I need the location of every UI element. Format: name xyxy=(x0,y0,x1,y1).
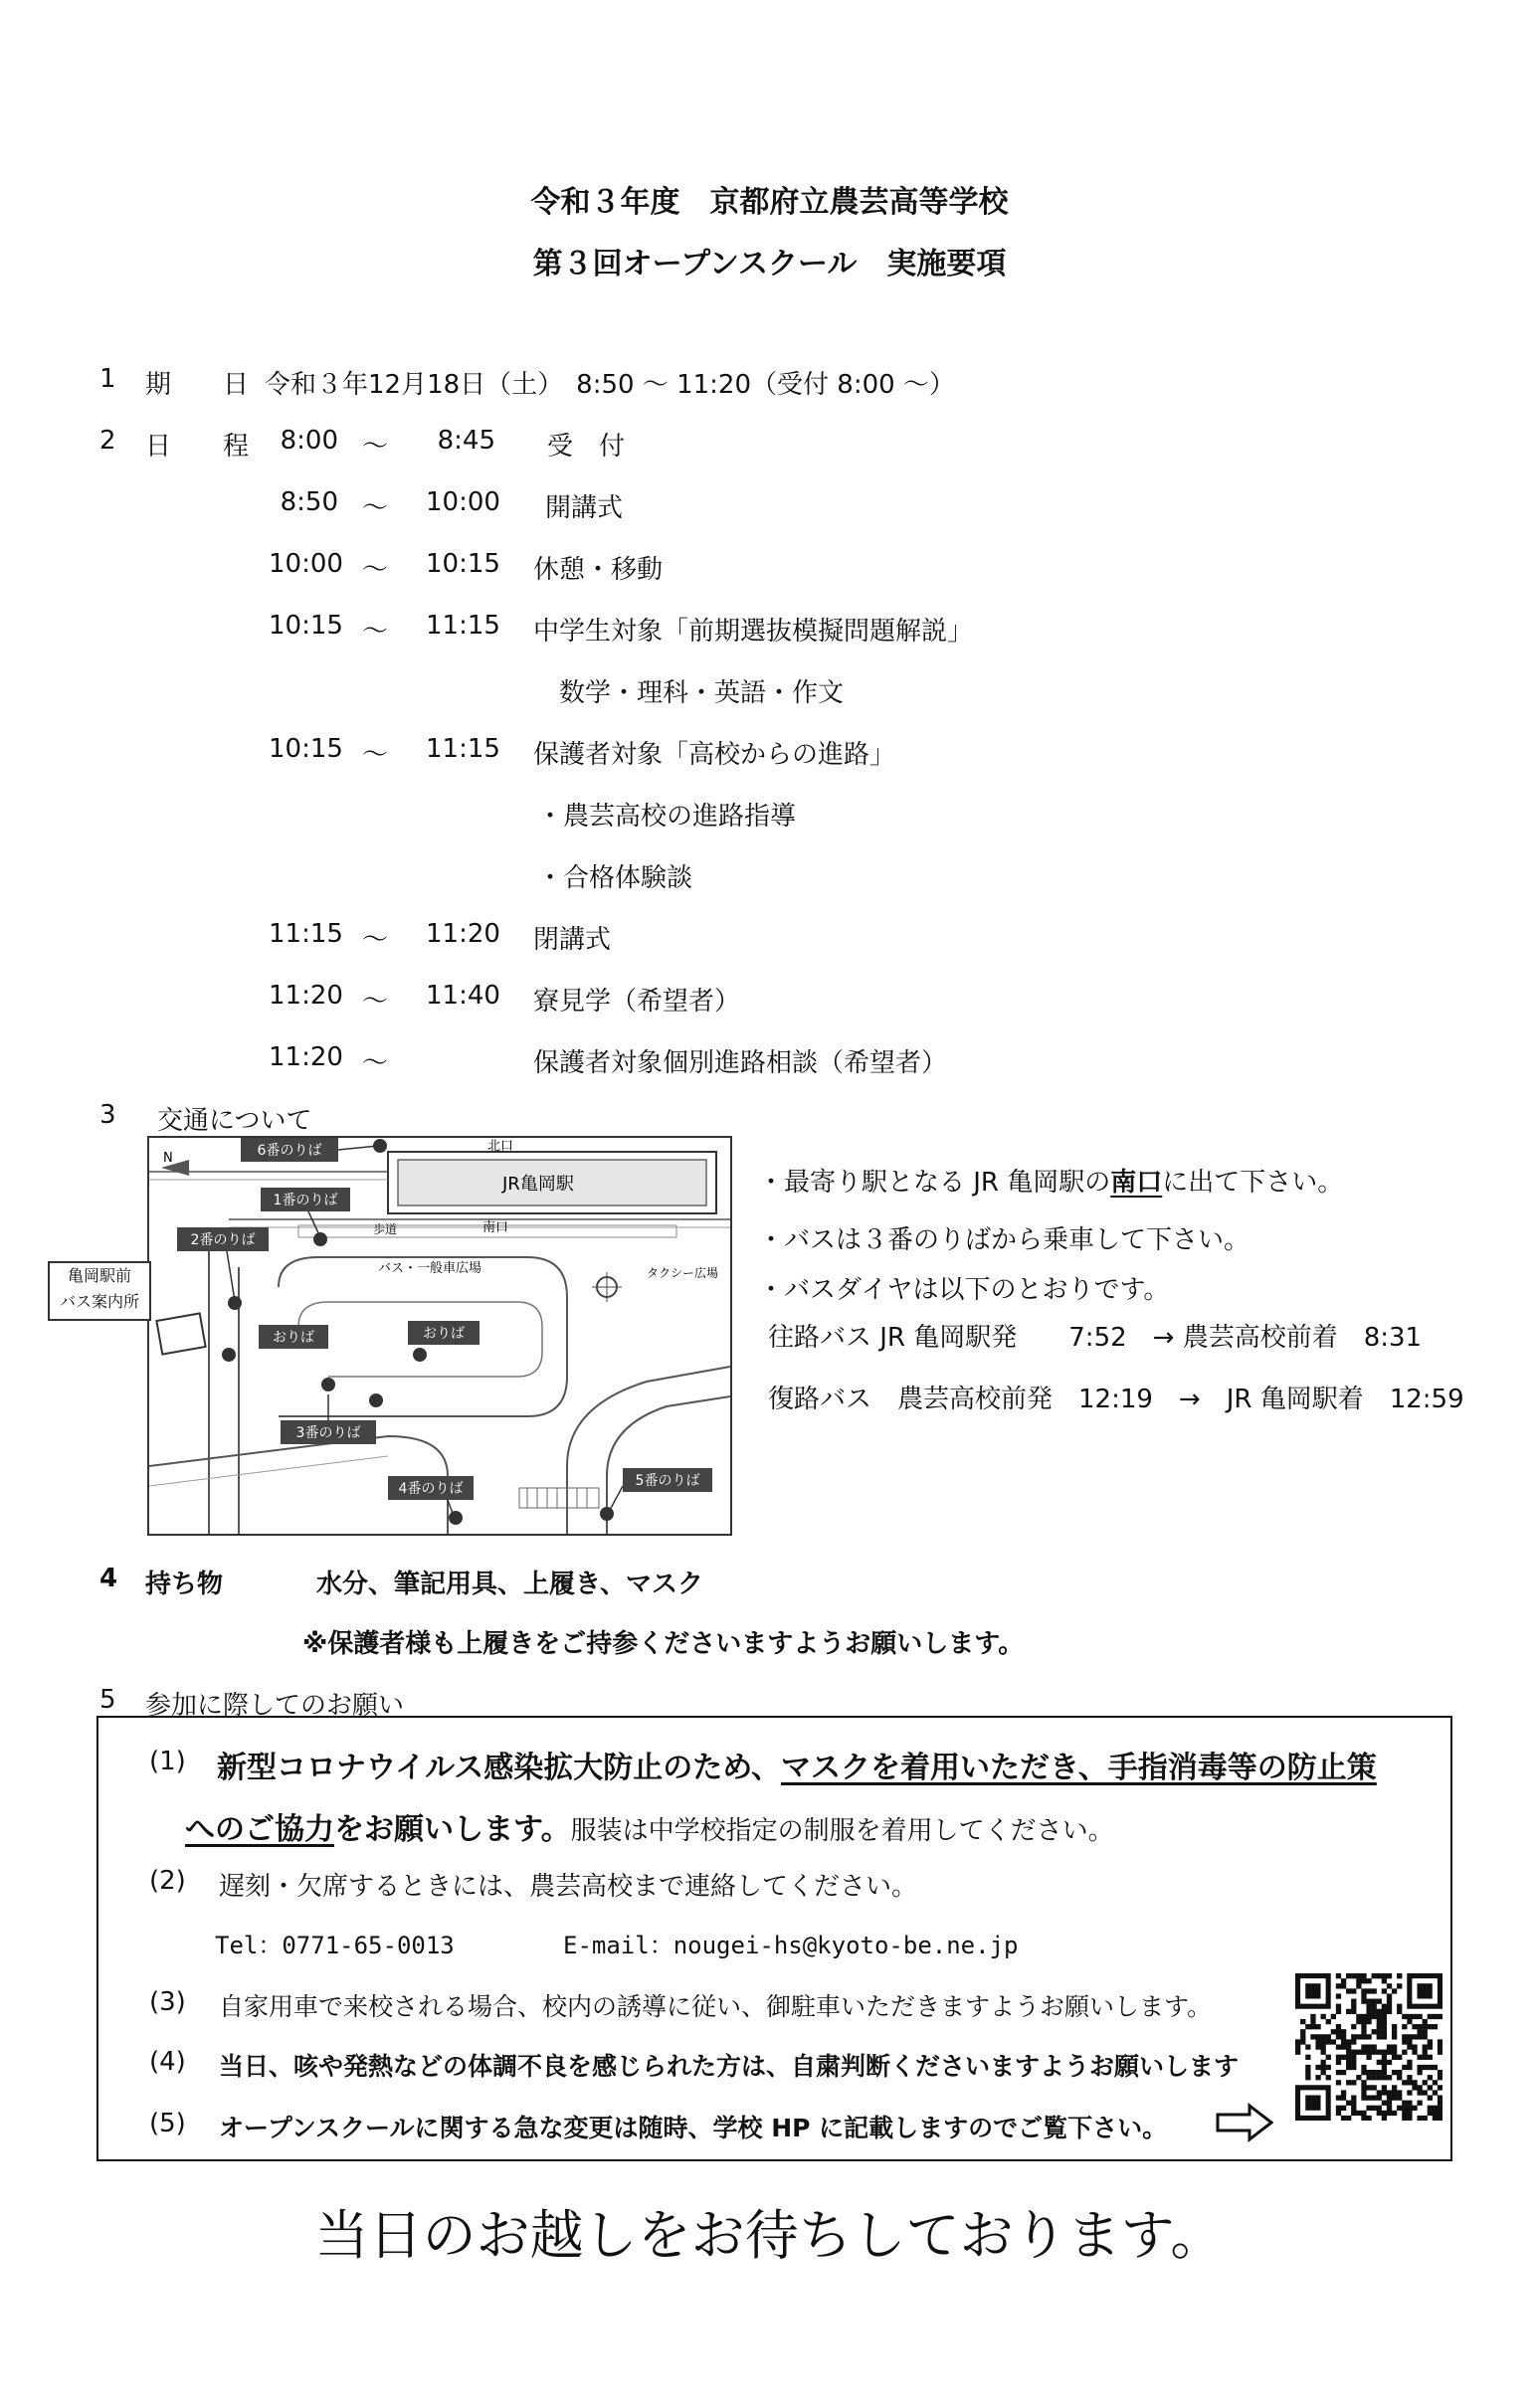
section-4-number: 4 xyxy=(99,1564,118,1593)
schedule-separator: ～ xyxy=(362,1048,389,1078)
stop-4 xyxy=(388,1476,474,1525)
section-1-number: 1 xyxy=(99,364,116,394)
south-exit-emphasis: 南口 xyxy=(1110,1168,1163,1198)
schedule-end: 8:45 xyxy=(437,426,495,456)
svg-text:6番のりば: 6番のりば xyxy=(257,1143,322,1159)
sidewalk-label: 歩道 xyxy=(373,1222,398,1236)
request-3-text: 自家用車で来校される場合、校内の誘導に従い、御駐車いただきますようお願いします。 xyxy=(219,1992,1213,2021)
section-2-label: 日 程 xyxy=(145,432,250,462)
station-map-svg xyxy=(149,1138,730,1534)
schedule-item: 受 付 xyxy=(547,432,626,462)
bus-plaza-label: バス・一般車広場 xyxy=(378,1261,482,1276)
section-3-number: 3 xyxy=(99,1100,116,1130)
event-date: 令和３年12月18日（土） 8:50 ～ 11:20（受付 8:00 ～） xyxy=(265,370,955,400)
bus-return: 復路バス 農芸高校前発 12:19 → JR 亀岡駅着 12:59 xyxy=(768,1385,1464,1414)
schedule-item: 休憩・移動 xyxy=(533,555,664,585)
noriba-b xyxy=(369,1321,480,1407)
schedule-separator: ～ xyxy=(362,555,389,585)
svg-text:5番のりば: 5番のりば xyxy=(635,1473,700,1489)
schedule-item: 数学・理科・英語・作文 xyxy=(559,678,845,708)
schedule-end: 10:15 xyxy=(426,549,500,579)
request-2-number: (2) xyxy=(149,1866,186,1896)
schedule-start: 8:50 xyxy=(280,487,338,517)
schedule-item: 開講式 xyxy=(545,493,624,523)
section-5-label: 参加に際してのお願い xyxy=(145,1691,405,1721)
request-4-text: 当日、咳や発熱などの体調不良を感じられた方は、自粛判断くださいますようお願いします xyxy=(219,2052,1240,2081)
schedule-start: 11:15 xyxy=(269,919,343,949)
south-exit-label: 南口 xyxy=(482,1220,509,1235)
bus-info-office-label: 亀岡駅前 バス案内所 xyxy=(48,1261,151,1321)
svg-text:1番のりば: 1番のりば xyxy=(273,1193,338,1208)
north-label: N xyxy=(163,1151,173,1166)
request-3-number: (3) xyxy=(149,1987,186,2017)
school-email: E-mail：nougei-hs@kyoto-be.ne.jp xyxy=(563,1932,1019,1959)
schedule-separator: ～ xyxy=(362,740,389,770)
svg-text:おりば: おりば xyxy=(423,1326,465,1342)
school-tel: Tel：0771-65-0013 xyxy=(215,1932,455,1959)
qr-code[interactable] xyxy=(1295,1973,1443,2121)
station-label: JR亀岡駅 xyxy=(502,1174,574,1195)
section-5-number: 5 xyxy=(99,1685,116,1715)
access-line-1: ・最寄り駅となる JR 亀岡駅の南口に出て下さい。 xyxy=(758,1168,1344,1198)
schedule-item: ・農芸高校の進路指導 xyxy=(537,802,797,832)
schedule-end: 10:00 xyxy=(426,487,500,517)
title-line-1: 令和３年度 京都府立農芸高等学校 xyxy=(530,185,1009,220)
request-4-number: (4) xyxy=(149,2047,186,2077)
stop-5 xyxy=(600,1468,712,1521)
schedule-start: 11:20 xyxy=(269,1042,343,1072)
schedule-separator: ～ xyxy=(362,493,389,523)
north-exit-label: 北口 xyxy=(487,1139,514,1154)
schedule-item: ・合格体験談 xyxy=(537,863,693,893)
schedule-separator: ～ xyxy=(362,925,389,955)
schedule-start: 10:15 xyxy=(269,611,343,641)
request-1-number: (1) xyxy=(149,1747,186,1776)
svg-text:2番のりば: 2番のりば xyxy=(190,1232,256,1248)
stop-2 xyxy=(177,1227,269,1310)
access-line-3: ・バスダイヤは以下のとおりです。 xyxy=(758,1275,1170,1305)
schedule-end: 11:40 xyxy=(426,981,500,1011)
schedule-start: 8:00 xyxy=(280,426,338,456)
access-line-2: ・バスは３番のりばから乗車して下さい。 xyxy=(758,1225,1250,1255)
schedule-start: 10:15 xyxy=(269,734,343,764)
schedule-item: 中学生対象「前期選抜模擬問題解説」 xyxy=(533,617,974,647)
svg-text:おりば: おりば xyxy=(273,1330,314,1346)
station-map xyxy=(147,1136,732,1536)
schedule-separator: ～ xyxy=(362,432,389,462)
belongings-note: ※保護者様も上履きをご持参くださいますようお願いします。 xyxy=(302,1629,1025,1659)
section-2-number: 2 xyxy=(99,426,116,456)
stop-6 xyxy=(241,1138,387,1162)
schedule-separator: ～ xyxy=(362,987,389,1017)
request-1-line-2: へのご協力をお願いします。服装は中学校指定の制服を着用してください。 xyxy=(185,1812,1114,1847)
section-3-label: 交通について xyxy=(157,1106,312,1136)
schedule-end: 11:20 xyxy=(426,919,500,949)
schedule-item: 保護者対象個別進路相談（希望者） xyxy=(533,1048,948,1078)
schedule-end: 11:15 xyxy=(426,611,500,641)
request-1-line-1: 新型コロナウイルス感染拡大防止のため、マスクを着用いただき、手指消毒等の防止策 xyxy=(217,1751,1377,1785)
schedule-start: 11:20 xyxy=(269,981,343,1011)
closing-message: 当日のお越しをお待ちしております。 xyxy=(314,2204,1225,2267)
request-5-number: (5) xyxy=(149,2109,186,2138)
schedule-item: 保護者対象「高校からの進路」 xyxy=(533,740,896,770)
taxi-plaza-label: タクシー広場 xyxy=(647,1266,719,1280)
section-4-label: 持ち物 xyxy=(145,1570,224,1599)
section-1-label: 期 日 xyxy=(145,370,250,400)
request-2-text: 遅刻・欠席するときには、農芸高校まで連絡してください。 xyxy=(219,1872,918,1902)
schedule-start: 10:00 xyxy=(269,549,343,579)
bus-outbound: 往路バス JR 亀岡駅発 7:52 → 農芸高校前着 8:31 xyxy=(768,1323,1423,1353)
schedule-item: 閉講式 xyxy=(533,925,612,955)
svg-text:3番のりば: 3番のりば xyxy=(295,1425,361,1441)
schedule-end: 11:15 xyxy=(426,734,500,764)
title-line-2: 第３回オープンスクール 実施要項 xyxy=(532,247,1007,281)
request-5-text: オープンスクールに関する急な変更は随時、学校 HP に記載しますのでご覧下さい。 xyxy=(219,2114,1168,2142)
schedule-separator: ～ xyxy=(362,617,389,647)
schedule-item: 寮見学（希望者） xyxy=(533,987,741,1017)
svg-text:4番のりば: 4番のりば xyxy=(398,1481,464,1497)
right-arrow-icon xyxy=(1216,2103,1273,2142)
belongings: 水分、筆記用具、上履き、マスク xyxy=(316,1570,703,1599)
stop-3 xyxy=(281,1394,376,1444)
